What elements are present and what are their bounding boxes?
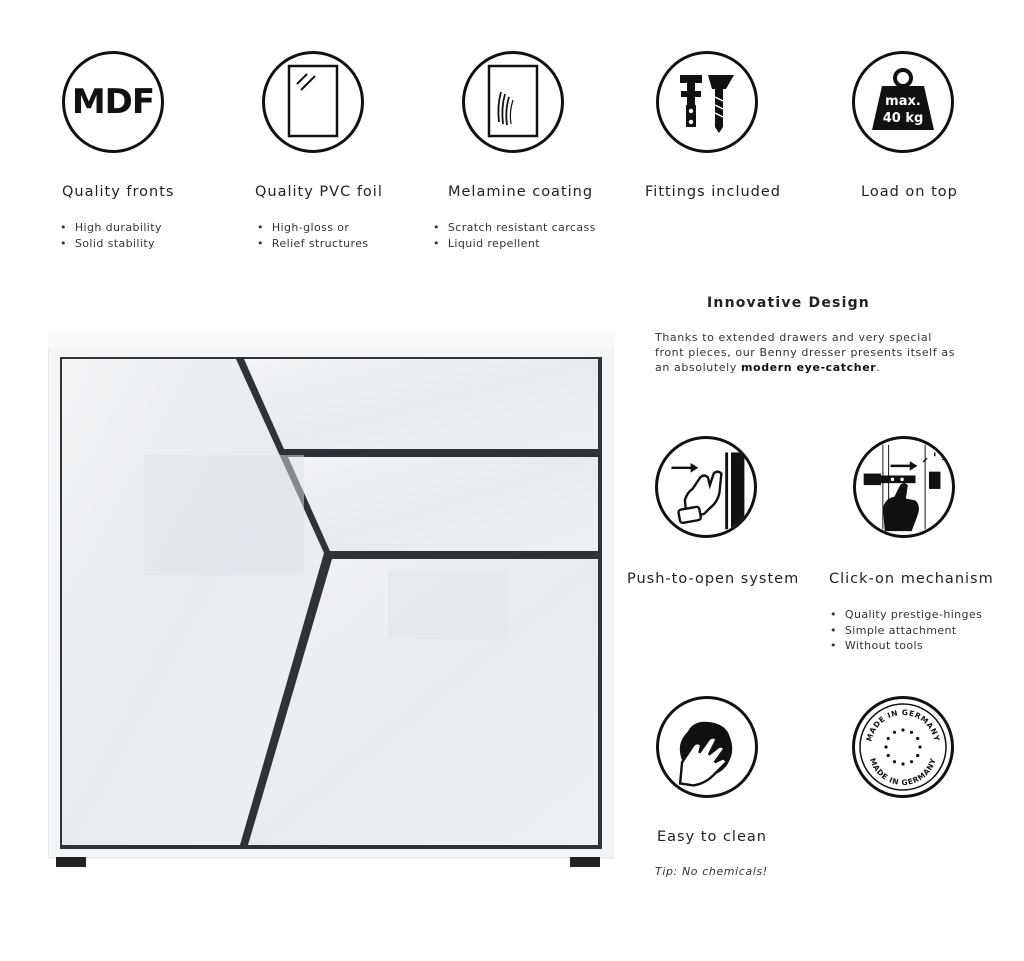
feature-title-quality-pvc-foil: Quality PVC foil: [255, 184, 383, 200]
list-item: • Liquid repellent: [433, 236, 596, 252]
glossy-panel-icon: [262, 51, 364, 153]
star-ring: [884, 728, 921, 765]
weight-icon-line1: max.: [885, 94, 921, 109]
list-item: • Solid stability: [60, 236, 162, 252]
feature-bullets-quality-pvc-foil: [257, 220, 369, 251]
feature-title-fittings-included: Fittings included: [645, 184, 782, 200]
push-to-open-icon: [655, 436, 757, 538]
seal-text-top: MADE IN GERMANY: [864, 707, 942, 743]
dresser-image: [48, 333, 614, 873]
mechanism-bullets-click-on: [830, 607, 982, 654]
made-in-germany-seal-icon: [852, 696, 954, 798]
mdf-icon: [62, 51, 164, 153]
feature-bullets-melamine-coating: [433, 220, 596, 251]
care-title: Easy to clean: [657, 829, 767, 845]
weight-icon-line2: 40 kg: [882, 111, 924, 126]
feature-title-load-on-top: Load on top: [861, 184, 958, 200]
design-text-before: Thanks to extended drawers and very special front pieces, our Benny dresser presents itself as an absolutely: [655, 331, 956, 374]
list-item: • High-gloss or: [257, 220, 369, 236]
care-tip: Tip: No chemicals!: [655, 865, 768, 878]
click-on-hinge-icon: [853, 436, 955, 538]
scratched-panel-icon: [462, 51, 564, 153]
mechanism-title-push-to-open: Push-to-open system: [627, 571, 800, 587]
design-title: Innovative Design: [707, 295, 870, 311]
design-description: [655, 330, 965, 375]
cleaning-cloth-icon: [656, 696, 758, 798]
mdf-icon-label: MDF: [71, 82, 155, 122]
list-item: • Relief structures: [257, 236, 369, 252]
design-text-bold: modern eye-catcher: [740, 361, 877, 374]
design-text-after: .: [876, 361, 881, 374]
list-item: • High durability: [60, 220, 162, 236]
feature-bullets-quality-fronts: [60, 220, 162, 251]
mechanism-title-click-on: Click-on mechanism: [829, 571, 994, 587]
seal-text-bottom: MADE IN GERMANY: [867, 756, 939, 788]
list-item: • Simple attachment: [830, 623, 982, 639]
list-item: • Without tools: [830, 638, 982, 654]
feature-title-melamine-coating: Melamine coating: [448, 184, 594, 200]
weight-icon: [852, 51, 954, 153]
hinge-screw-icon: [656, 51, 758, 153]
list-item: • Scratch resistant carcass: [433, 220, 596, 236]
list-item: • Quality prestige-hinges: [830, 607, 982, 623]
feature-title-quality-fronts: Quality fronts: [62, 184, 175, 200]
